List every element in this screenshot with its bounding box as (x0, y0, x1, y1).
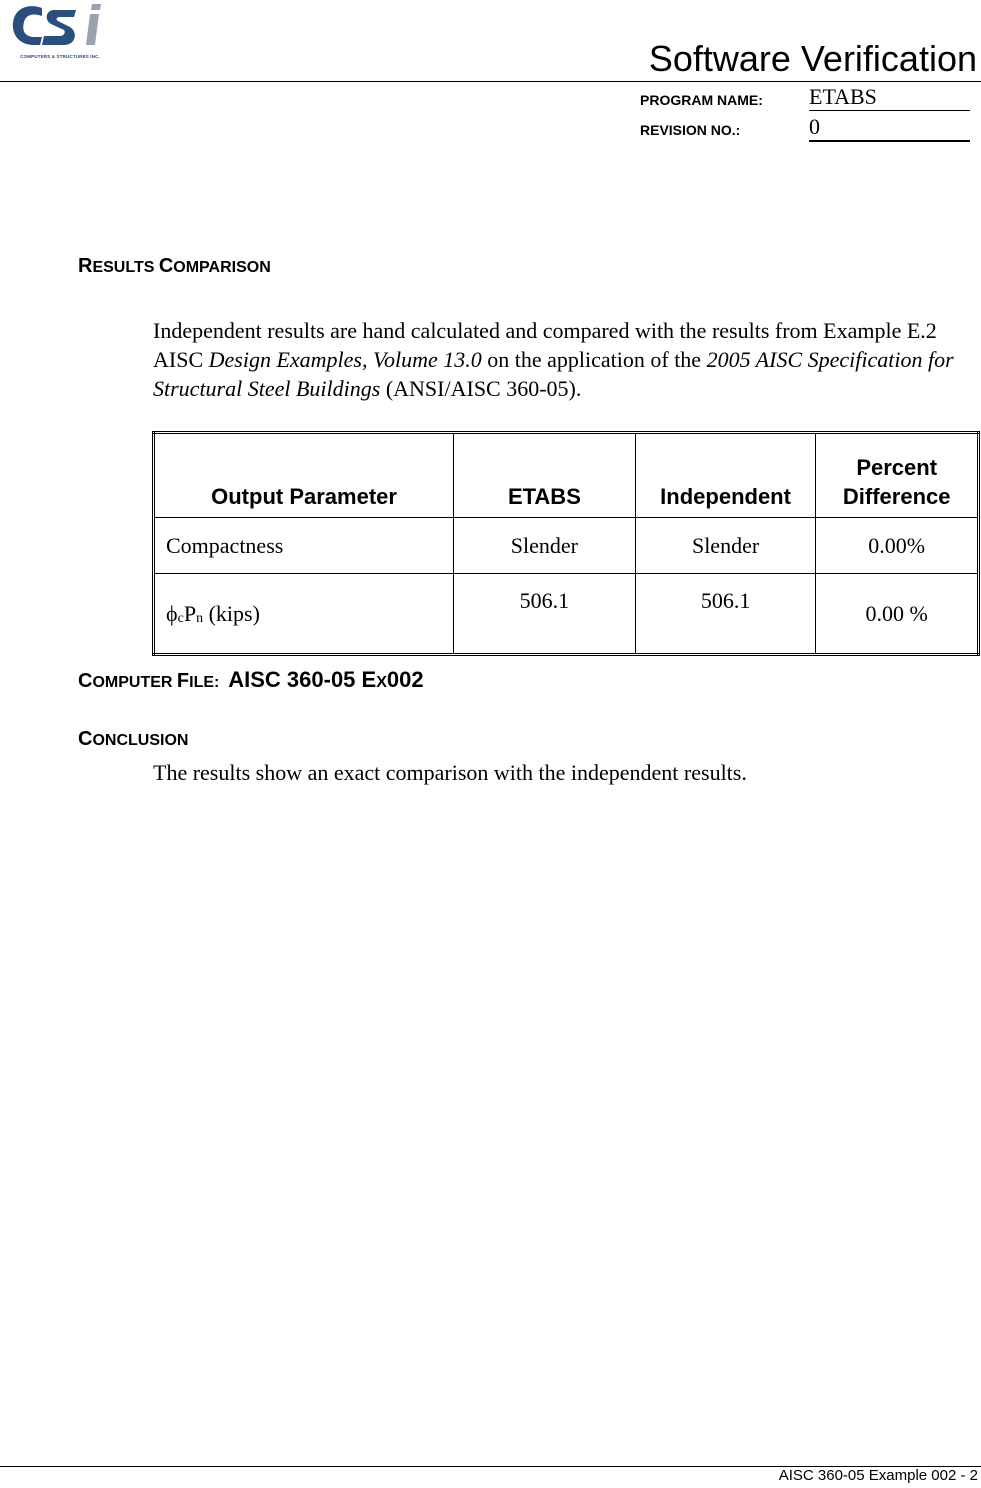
intro-paragraph (153, 316, 975, 403)
header-divider (0, 81, 981, 82)
computer-file-name: X (376, 674, 387, 691)
header-line: Percent (856, 455, 938, 480)
results-comparison-heading (78, 255, 271, 278)
intro-text: (ANSI/AISC 360-05). (380, 376, 582, 401)
heading-cap: F (176, 670, 190, 692)
header-percent-difference (816, 433, 979, 518)
page-footer: AISC 360-05 Example 002 - 2 (778, 1467, 978, 1484)
heading-small: OMPARISON (173, 259, 271, 276)
table-row (154, 574, 979, 655)
subscript: n (196, 610, 204, 626)
cell-parameter: Compactness (154, 518, 454, 574)
program-name-value: ETABS (809, 84, 877, 109)
param-letter: P (183, 600, 197, 626)
table-header-row (154, 433, 979, 518)
cell-independent: 506.1 (635, 574, 816, 655)
computer-file-name: AISC 360-05 E (228, 667, 377, 692)
heading-cap: C (158, 255, 174, 277)
conclusion-heading (78, 728, 188, 751)
cell-difference: 0.00 % (816, 574, 979, 655)
cell-etabs: Slender (454, 518, 636, 574)
heading-small: ILE: (189, 674, 220, 691)
cell-difference: 0.00% (816, 518, 979, 574)
header-output-parameter: Output Parameter (154, 433, 454, 518)
heading-small: ONCLUSION (92, 732, 189, 749)
cell-parameter (154, 574, 454, 655)
header-independent: Independent (635, 433, 816, 518)
heading-small: ESULTS (92, 259, 159, 276)
conclusion-text: The results show an exact comparison with the independent results. (153, 760, 747, 785)
revision-label: REVISION NO.: (640, 122, 741, 138)
document-title: Software Verification (648, 38, 977, 79)
revision-value: 0 (809, 114, 820, 139)
computer-file-name: 002 (386, 667, 424, 692)
phi-symbol: ϕ (166, 600, 178, 626)
header-line: Difference (842, 484, 951, 509)
heading-cap: C (78, 728, 93, 750)
intro-text: Independent results are hand calculated and compared with the results from Example E.2 AISC (153, 318, 937, 372)
intro-italic: Design Examples, Volume 13.0 (208, 347, 482, 372)
subscript: c (177, 610, 184, 626)
header-etabs: ETABS (454, 433, 636, 518)
intro-text: on the application of the (481, 347, 707, 372)
heading-cap: R (78, 255, 93, 277)
revision-underline (809, 140, 970, 142)
table-row (154, 518, 979, 574)
intro-italic: 2005 AISC Specification for Structural Steel Buildings (153, 347, 954, 401)
computer-file-heading (78, 667, 424, 693)
heading-cap: C (78, 670, 93, 692)
logo-caption: COMPUTERS & STRUCTURES INC. (20, 54, 100, 59)
cell-etabs: 506.1 (454, 574, 636, 655)
program-name-label: PROGRAM NAME: (640, 92, 763, 108)
param-unit: (kips) (203, 600, 260, 626)
results-table (152, 431, 980, 656)
program-name-underline (809, 110, 970, 111)
heading-small: OMPUTER (92, 674, 177, 691)
cell-independent: Slender (635, 518, 816, 574)
